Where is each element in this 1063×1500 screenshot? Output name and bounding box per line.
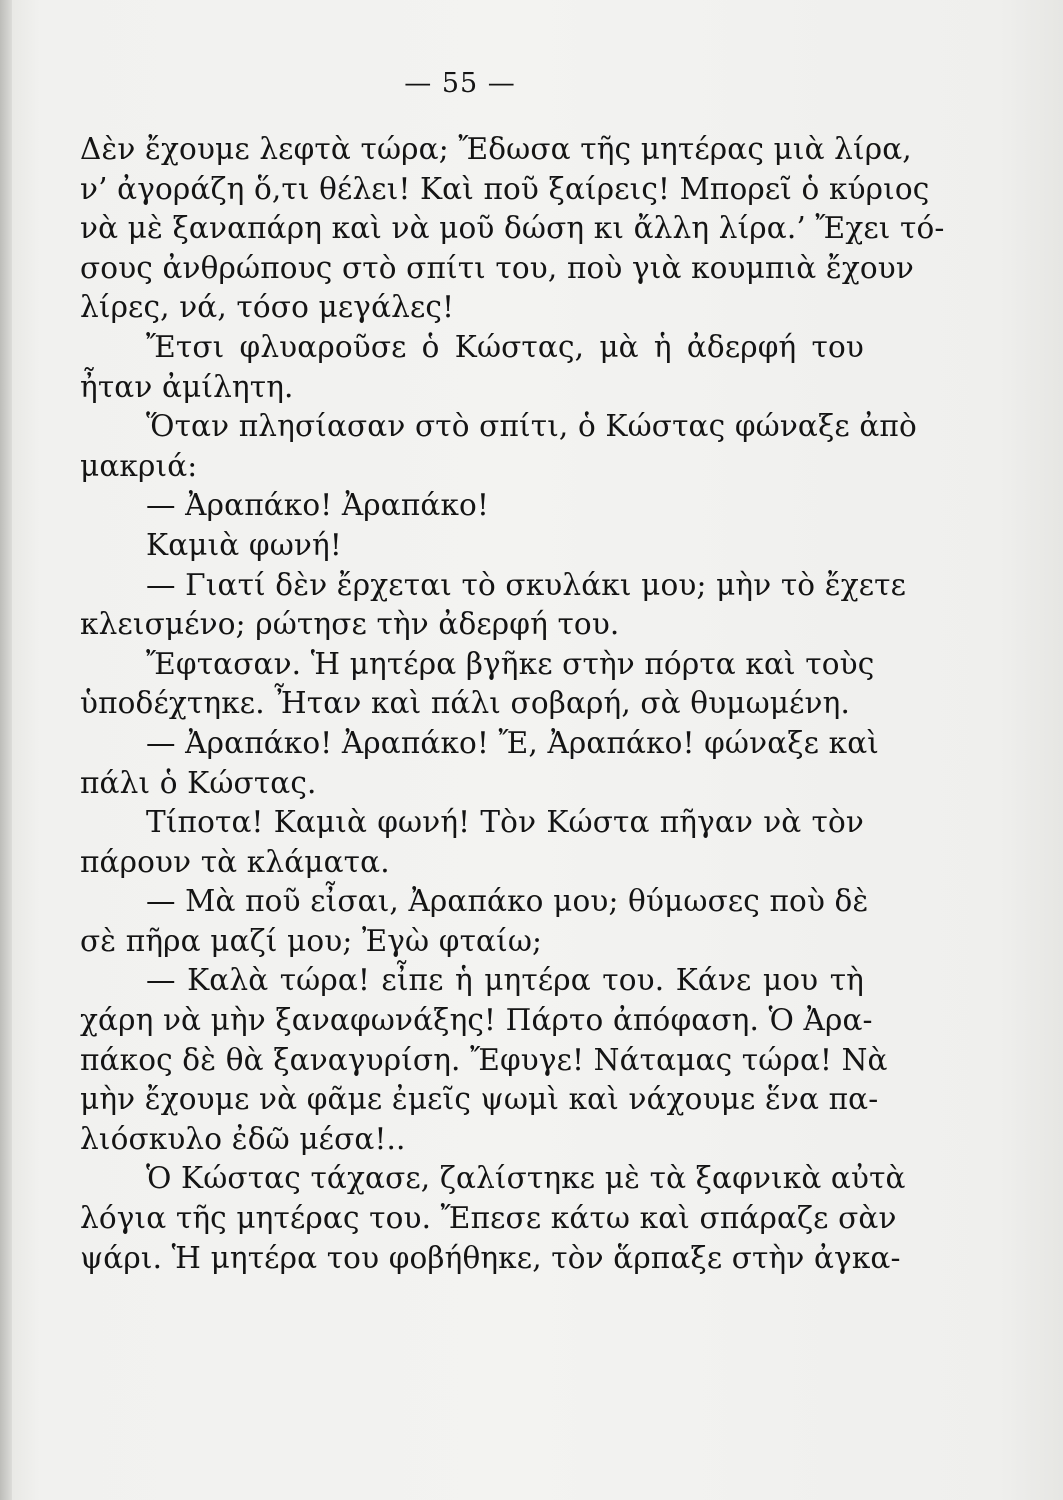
text-line: ν’ ἀγοράζη ὅ,τι θέλει! Καὶ ποῦ ξαίρεις! Μπορεῖ ὁ κύριος — [80, 171, 930, 206]
text-line: Ἔτσι φλυαροῦσε ὁ Κώστας, μὰ ἡ ἀδερφή του — [146, 329, 864, 364]
page-number: — 55 — — [404, 68, 516, 99]
body-text — [80, 130, 945, 1278]
text-line: Τίποτα! Καμιὰ φωνή! Τὸν Κώστα πῆγαν νὰ τὸν — [146, 805, 864, 840]
text-line: πάρουν τὰ κλάματα. — [80, 844, 390, 879]
text-line: Ὁ Κώστας τάχασε, ζαλίστηκε μὲ τὰ ξαφνικὰ αὐτὰ — [146, 1161, 906, 1196]
dialogue-line: — Καλὰ τώρα! εἶπε ἡ μητέρα του. Κάνε μου τὴ — [146, 963, 864, 998]
text-line: ἦταν ἀμίλητη. — [80, 369, 294, 404]
text-line: Δὲν ἔχουμε λεφτὰ τώρα; Ἔδωσα τῆς μητέρας μιὰ λίρα, — [80, 132, 912, 166]
text-line: μακριά: — [80, 448, 198, 483]
text-line: Καμιὰ φωνή! — [146, 527, 342, 562]
text-line: κλεισμένο; ρώτησε τὴν ἀδερφή του. — [80, 607, 620, 642]
text-line: Ἔφτασαν. Ἡ μητέρα βγῆκε στὴν πόρτα καὶ τοὺς — [146, 646, 875, 681]
dialogue-line: — Ἀραπάκο! Ἀραπάκο! — [146, 488, 489, 523]
dialogue-line: — Μὰ ποῦ εἶσαι, Ἀραπάκο μου; θύμωσες ποὺ δὲ — [146, 884, 869, 919]
text-line: λίρες, νά, τόσο μεγάλες! — [80, 290, 455, 325]
text-line: νὰ μὲ ξαναπάρη καὶ νὰ μοῦ δώση κι ἄλλη λίρα.’ Ἔχει τό- — [80, 211, 945, 246]
text-line: σους ἀνθρώπους στὸ σπίτι του, ποὺ γιὰ κουμπιὰ ἔχουν — [80, 250, 914, 285]
binding-edge — [0, 0, 12, 1500]
text-line: Ὅταν πλησίασαν στὸ σπίτι, ὁ Κώστας φώναξε ἀπὸ — [146, 409, 917, 444]
text-line: σὲ πῆρα μαζί μου; Ἐγὼ φταίω; — [80, 923, 543, 958]
text-line: χάρη νὰ μὴν ξαναφωνάξης! Πάρτο ἀπόφαση. Ὁ Ἀρα- — [80, 1003, 873, 1038]
text-line: ὑποδέχτηκε. Ἦταν καὶ πάλι σοβαρή, σὰ θυμωμένη. — [80, 686, 850, 721]
dialogue-line: — Ἀραπάκο! Ἀραπάκο! Ἔ, Ἀραπάκο! φώναξε καὶ — [146, 725, 879, 760]
text-line: πάλι ὁ Κώστας. — [80, 765, 317, 800]
text-line: μὴν ἔχουμε νὰ φᾶμε ἐμεῖς ψωμὶ καὶ νάχουμε ἕνα πα- — [80, 1082, 879, 1117]
text-line: λόγια τῆς μητέρας του. Ἔπεσε κάτω καὶ σπάραζε σὰν — [80, 1201, 897, 1236]
text-line: λιόσκυλο ἐδῶ μέσα!.. — [80, 1121, 406, 1156]
dialogue-line: — Γιατί δὲν ἔρχεται τὸ σκυλάκι μου; μὴν τὸ ἔχετε — [146, 567, 907, 602]
text-line: ψάρι. Ἡ μητέρα του φοβήθηκε, τὸν ἅρπαξε στὴν ἀγκα- — [80, 1240, 901, 1275]
text-line: πάκος δὲ θὰ ξαναγυρίση. Ἔφυγε! Νάταμας τώρα! Νὰ — [80, 1042, 888, 1077]
